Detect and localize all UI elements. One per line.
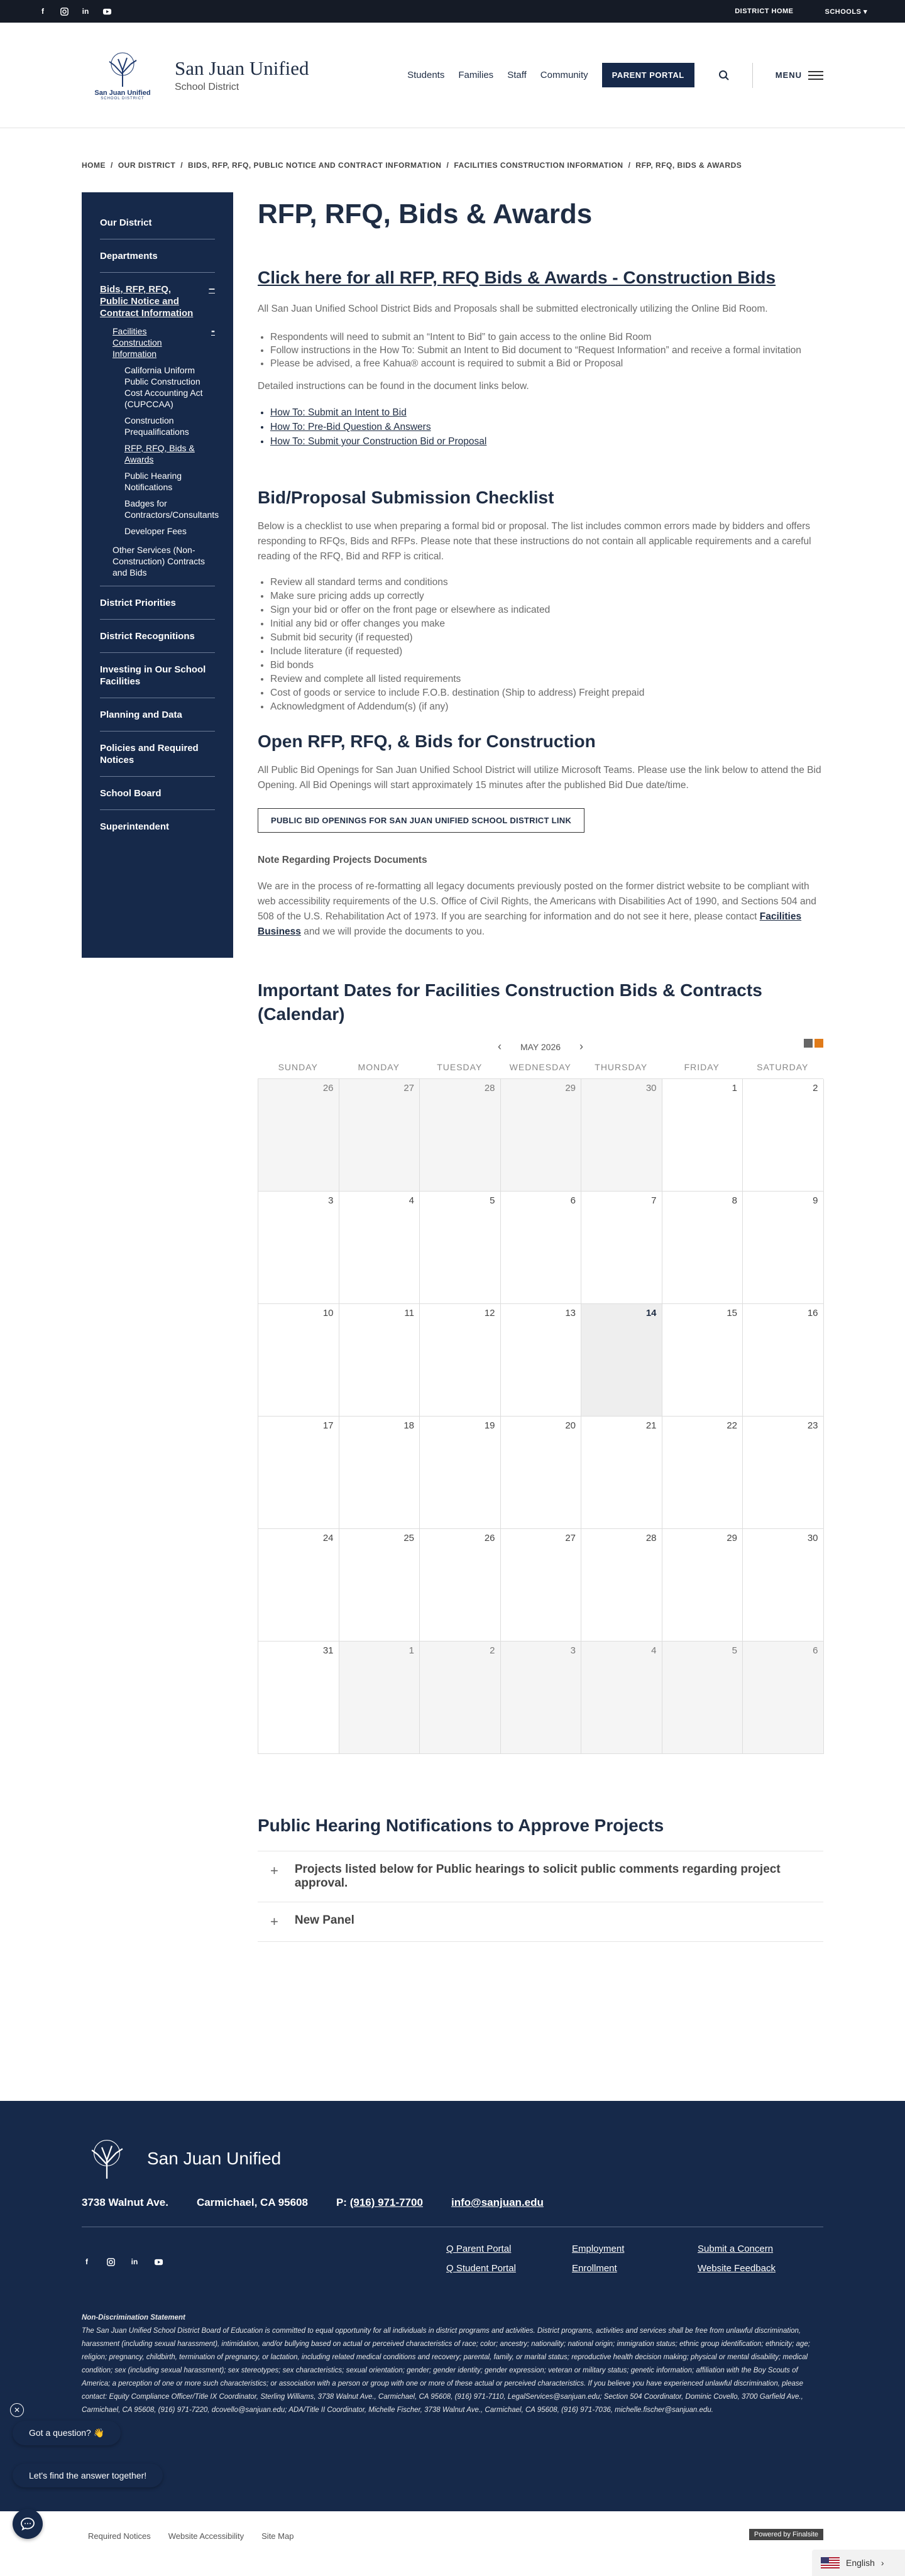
weekday-label: THURSDAY: [595, 1062, 648, 1072]
note-end: and we will provide the documents to you.: [304, 926, 485, 937]
footer-contact: [82, 2196, 823, 2209]
breadcrumb-bids[interactable]: BIDS, RFP, RFQ, PUBLIC NOTICE AND CONTRACT INFORMATION: [188, 161, 442, 170]
calendar-day[interactable]: 31: [258, 1642, 339, 1754]
footer-link-parent-portal[interactable]: Q Parent Portal: [446, 2244, 512, 2254]
site-name: San Juan Unified: [175, 57, 309, 79]
tree-logo-icon: [82, 2137, 132, 2180]
weekday-label: TUESDAY: [437, 1062, 483, 1072]
checklist-intro: Below is a checklist to use when preparing a formal bid or proposal. The list includes common errors made by bidders and offers responding to RFQs, Bids and RFPs. Please note that these instructions do not contain all applicable requirements and a careful reading of the RFQ, Bid and RFP is critical.: [258, 521, 811, 562]
nd-title: Non-Discrimination Statement: [82, 2314, 185, 2321]
footer-social: [82, 2250, 163, 2274]
breadcrumb: HOME / OUR DISTRICT / BIDS, RFP, RFQ, PUBLIC NOTICE AND CONTRACT INFORMATION / FACILITIES CONSTRUCTION INFORMATION / RFP, RFQ, BIDS & AWARDS: [82, 161, 742, 170]
ical-icon[interactable]: [814, 1039, 823, 1048]
sidebar-item-label: Bids, RFP, RFQ, Public Notice and Contract Information: [100, 284, 194, 319]
calendar-day[interactable]: 16: [743, 1304, 824, 1417]
schools-label: SCHOOLS: [825, 8, 862, 16]
intro-text: All San Juan Unified School District Bids and Proposals shall be submitted electronically utilizing the Online Bid Room.: [258, 304, 768, 314]
sidebar-item-other-services[interactable]: Other Services (Non-Construction) Contracts and Bids: [112, 545, 206, 578]
site-footer: [0, 2101, 905, 2511]
parent-portal-button[interactable]: PARENT PORTAL: [602, 63, 694, 87]
footer-city: Carmichael, CA 95608: [196, 2196, 308, 2208]
schools-dropdown[interactable]: [825, 8, 868, 16]
calendar-day[interactable]: 30: [581, 1079, 662, 1192]
prev-month-button[interactable]: ‹: [497, 1040, 502, 1053]
footer-logo[interactable]: [82, 2137, 823, 2180]
weekday-label: SATURDAY: [757, 1062, 809, 1072]
note-title: Note Regarding Projects Documents: [258, 855, 427, 865]
main-nav: [407, 63, 823, 88]
sidebar-item-school-board[interactable]: School Board: [100, 777, 215, 810]
footer-link-student-portal[interactable]: Q Student Portal: [446, 2263, 516, 2274]
plus-icon: +: [270, 1914, 278, 1929]
calendar-day[interactable]: 27: [501, 1529, 582, 1642]
facebook-icon[interactable]: f: [41, 7, 44, 16]
linkedin-icon[interactable]: in: [131, 2257, 138, 2266]
breadcrumb-home[interactable]: HOME: [82, 161, 106, 170]
nd-text: The San Juan Unified School District Board of Education is committed to equal opportunity for all individuals in district programs and activities. District programs, activities and services shall be free from unlawful discrimination, harassment (including sexual harassment), intimidation, and/or bullying based on actual or perceived characteristics of race; color; ancestry; nationality; national origin; immigration status; ethnic group identification; ethnicity; age; religion; pregnancy, childbirth, termination of pregnancy, or lactation, including related medical conditions and recovery; parental, family, or marital status; reproductive health decision making; physical or mental disability; medical condition; sex (including sexual harassment); sex stereotypes; sex characteristics; sexual orientation; gender; gender identity; gender expression; veteran or military status; genetic information; affiliation with the Boy Scouts of America; a perception of one or more such characteristics; or association with a person or group with one or more of these actual or perceived characteristics. If you believe you have experienced unlawful discrimination, please contact: Equity Compliance Officer/Title IX Coordinator, Sterling Williams, 3738 Walnut Ave., Carmichael, CA 95608, (916) 971-7110, LegalServices@sanjuan.edu; Section 504 Coordinator, Dominic Covello, 3700 Garfield Ave., Carmichael, CA 95608, (916) 971-7220, dcovello@sanjuan.edu; ADA/Title II Coordinator, Michelle Fischer, 3738 Walnut Ave., Carmichael, CA 95608, (916) 971-7036, michelle.fischer@sanjuan.edu.: [82, 2327, 810, 2414]
divider: [752, 63, 753, 88]
list-item: • Initial any bid or offer changes you make: [270, 617, 823, 631]
sidebar-item-departments[interactable]: Departments: [100, 239, 215, 273]
facilities-business-link[interactable]: Facilities Business: [258, 911, 802, 937]
collapse-icon[interactable]: –: [208, 282, 215, 295]
next-month-button[interactable]: ›: [579, 1040, 584, 1053]
list-item: • Cost of goods or service to include F.O.B. destination (Ship to address) Freight prepaid: [270, 686, 823, 700]
menu-button[interactable]: [776, 70, 823, 80]
sidebar-item-superintendent[interactable]: Superintendent: [100, 821, 170, 832]
youtube-icon[interactable]: [153, 2257, 163, 2267]
footer-email[interactable]: info@sanjuan.edu: [451, 2196, 544, 2208]
linkedin-icon[interactable]: in: [82, 7, 89, 16]
calendar-day[interactable]: 9: [743, 1192, 824, 1304]
calendar-day[interactable]: 5: [420, 1192, 501, 1304]
language-label: English: [846, 2558, 875, 2568]
list-item: • Make sure pricing adds up correctly: [270, 589, 823, 603]
sidebar-item-recognitions[interactable]: District Recognitions: [100, 620, 215, 653]
calendar-day[interactable]: 26: [420, 1529, 501, 1642]
calendar-day[interactable]: 29: [662, 1529, 743, 1642]
footer-link-enrollment[interactable]: Enrollment: [572, 2263, 617, 2274]
calendar-day[interactable]: 25: [339, 1529, 420, 1642]
sidebar-item-facilities[interactable]: [112, 323, 215, 362]
list-item: • Respondents will need to submit an “Intent to Bid” to gain access to the online Bid Room: [270, 331, 823, 344]
collapse-icon[interactable]: -: [211, 324, 215, 337]
sidebar-item-label: Facilities Construction Information: [112, 326, 162, 359]
calendar-day[interactable]: 5: [662, 1642, 743, 1754]
calendar-weekdays: [258, 1062, 823, 1072]
calendar-day[interactable]: 30: [743, 1529, 824, 1642]
district-home-link[interactable]: DISTRICT HOME: [735, 7, 794, 15]
list-item: • Submit bid security (if requested): [270, 631, 823, 645]
calendar-day[interactable]: 6: [743, 1642, 824, 1754]
powered-by-badge[interactable]: Powered by Finalsite: [749, 2529, 823, 2540]
weekday-label: SUNDAY: [278, 1062, 318, 1072]
bid-openings-button[interactable]: PUBLIC BID OPENINGS FOR SAN JUAN UNIFIED SCHOOL DISTRICT LINK: [258, 808, 584, 833]
facebook-icon[interactable]: f: [85, 2257, 88, 2266]
footer-link-submit-concern[interactable]: Submit a Concern: [698, 2244, 774, 2254]
chevron-down-icon: ▾: [863, 8, 867, 16]
nav-staff[interactable]: Staff: [507, 70, 527, 80]
footer-phone[interactable]: (916) 971-7700: [349, 2196, 423, 2208]
site-logo[interactable]: [88, 50, 309, 101]
checklist-title: Bid/Proposal Submission Checklist: [258, 488, 554, 507]
youtube-icon[interactable]: [102, 6, 112, 16]
breadcrumb-facilities[interactable]: FACILITIES CONSTRUCTION INFORMATION: [454, 161, 623, 170]
sidebar-item-rfp-current[interactable]: RFP, RFQ, Bids & Awards: [124, 443, 195, 464]
sidebar-item-developer-fees[interactable]: Developer Fees: [124, 526, 187, 536]
menu-label: MENU: [775, 70, 802, 80]
open-bids-title: Open RFP, RFQ, & Bids for Construction: [258, 732, 596, 751]
tree-logo-icon: [88, 50, 157, 101]
page-title: RFP, RFQ, Bids & Awards: [258, 199, 593, 229]
note-text: [258, 879, 823, 940]
bottom-bar: [0, 2511, 905, 2576]
calendar-day[interactable]: 1: [339, 1642, 420, 1754]
list-item: • Please be advised, a free Kahua® account is required to submit a Bid or Proposal: [270, 357, 823, 370]
sidebar-item-priorities[interactable]: District Priorities: [100, 586, 215, 620]
calendar-day[interactable]: 2: [743, 1079, 824, 1192]
footer-link-feedback[interactable]: Website Feedback: [698, 2263, 776, 2274]
calendar-title: Important Dates for Facilities Construction Bids & Contracts (Calendar): [258, 980, 762, 1024]
calendar-day[interactable]: 2: [420, 1642, 501, 1754]
sidebar-item-public-hearing[interactable]: Public Hearing Notifications: [124, 471, 182, 492]
footer-link-employment[interactable]: Employment: [572, 2244, 625, 2254]
chevron-right-icon: ›: [880, 2558, 884, 2568]
chat-prompt-question[interactable]: Got a question? 👋: [13, 2421, 121, 2445]
calendar-grid: [258, 1078, 823, 1754]
accessibility-link[interactable]: Website Accessibility: [168, 2531, 244, 2541]
footer-name: San Juan Unified: [147, 2149, 282, 2168]
calendar-day[interactable]: 11: [339, 1304, 420, 1417]
nav-students[interactable]: Students: [407, 70, 445, 80]
list-item: • Review and complete all listed requirements: [270, 672, 823, 686]
calendar-day[interactable]: 24: [258, 1529, 339, 1642]
pre-bid-qa-link[interactable]: How To: Pre-Bid Question & Answers: [270, 422, 431, 432]
breadcrumb-current: RFP, RFQ, BIDS & AWARDS: [635, 161, 742, 170]
breadcrumb-our-district[interactable]: OUR DISTRICT: [118, 161, 176, 170]
language-selector[interactable]: [812, 2550, 905, 2576]
list-item: • Sign your bid or offer on the front page or elsewhere as indicated: [270, 603, 823, 617]
search-icon[interactable]: [718, 70, 730, 81]
sidebar-item-our-district[interactable]: Our District: [100, 206, 215, 239]
chat-bubble-icon: [20, 2516, 35, 2531]
calendar-day[interactable]: 19: [420, 1417, 501, 1529]
calendar-day[interactable]: 6: [501, 1192, 582, 1304]
accordion-panel[interactable]: [258, 1851, 823, 1902]
required-notices-link[interactable]: Required Notices: [88, 2531, 151, 2541]
logo-text: San Juan Unified: [94, 89, 151, 97]
calendar-day[interactable]: 3: [501, 1642, 582, 1754]
sidebar-item-planning[interactable]: Planning and Data: [100, 698, 215, 732]
construction-bids-link[interactable]: Click here for all RFP, RFQ Bids & Awards - Construction Bids: [258, 268, 776, 287]
chat-prompt-answer[interactable]: Let's find the answer together!: [13, 2464, 163, 2487]
non-discrimination-statement: [82, 2311, 823, 2417]
calendar-day[interactable]: 13: [501, 1304, 582, 1417]
nav-families[interactable]: Families: [458, 70, 494, 80]
calendar-day[interactable]: 10: [258, 1304, 339, 1417]
note-body: We are in the process of re-formatting all legacy documents previously posted on the former district website to be compliant with web accessibility requirements of the U.S. Office of Civil Rights, the Americans with Disabilities Act of 1990, and Sections 504 and 508 of the U.S. Rehabilitation Act of 1973. If you are searching for information and do not see it here, please contact: [258, 881, 816, 922]
main-content: [258, 192, 823, 1942]
calendar-day[interactable]: 28: [581, 1529, 662, 1642]
calendar-day[interactable]: 18: [339, 1417, 420, 1529]
close-icon[interactable]: ✕: [10, 2403, 24, 2417]
calendar-day[interactable]: 15: [662, 1304, 743, 1417]
calendar-day[interactable]: 20: [501, 1417, 582, 1529]
sidebar-item-investing[interactable]: Investing in Our School Facilities: [100, 653, 215, 698]
calendar-day[interactable]: 4: [339, 1192, 420, 1304]
calendar-day[interactable]: 3: [258, 1192, 339, 1304]
top-bar: [0, 0, 905, 23]
submit-bid-link[interactable]: How To: Submit your Construction Bid or Proposal: [270, 436, 487, 447]
footer-links: [446, 2244, 823, 2274]
calendar-day[interactable]: 27: [339, 1079, 420, 1192]
detailed-text: Detailed instructions can be found in the document links below.: [258, 381, 529, 392]
how-to-links: [258, 405, 823, 449]
calendar-day[interactable]: 23: [743, 1417, 824, 1529]
site-map-link[interactable]: Site Map: [261, 2531, 294, 2541]
footer-address: 3738 Walnut Ave.: [82, 2196, 168, 2208]
intent-to-bid-link[interactable]: How To: Submit an Intent to Bid: [270, 407, 407, 418]
list-item: • Include literature (if requested): [270, 645, 823, 659]
sidebar-item-policies[interactable]: Policies and Required Notices: [100, 732, 215, 777]
list-item: • Review all standard terms and conditions: [270, 576, 823, 589]
panel-title: Projects listed below for Public hearings to solicit public comments regarding project approval.: [294, 1863, 781, 1890]
weekday-label: FRIDAY: [684, 1062, 720, 1072]
calendar-day[interactable]: 7: [581, 1192, 662, 1304]
us-flag-icon: [821, 2557, 840, 2568]
list-item: • Bid bonds: [270, 659, 823, 672]
calendar-day[interactable]: 28: [420, 1079, 501, 1192]
sidebar-nav: [82, 192, 233, 958]
list-item: • Follow instructions in the How To: Submit an Intent to Bid document to “Request Information” and receive a formal invitation: [270, 344, 823, 357]
site-header: [0, 23, 905, 128]
calendar-day[interactable]: 14: [581, 1304, 662, 1417]
panel-title: New Panel: [294, 1914, 354, 1927]
accordion-panel[interactable]: [258, 1902, 823, 1942]
weekday-label: MONDAY: [358, 1062, 400, 1072]
accordion: [258, 1851, 823, 1942]
instagram-icon[interactable]: [106, 2257, 116, 2267]
site-subtitle: School District: [175, 82, 239, 92]
sidebar-item-cupccaa[interactable]: California Uniform Public Construction Cost Accounting Act (CUPCCAA): [124, 365, 203, 409]
calendar-day[interactable]: 8: [662, 1192, 743, 1304]
hamburger-icon: [808, 71, 823, 80]
calendar-day[interactable]: 1: [662, 1079, 743, 1192]
hearings-title: Public Hearing Notifications to Approve Projects: [258, 1816, 664, 1835]
phone-label: P:: [336, 2196, 347, 2208]
open-bids-text: All Public Bid Openings for San Juan Unified School District will utilize Microsoft Teams. Please use the link below to attend the Bid Opening. All Bid Openings will start approximately 15 minutes after the published Bid Due date/time.: [258, 765, 821, 791]
chat-launcher-button[interactable]: [13, 2509, 43, 2539]
calendar-month: MAY 2026: [520, 1041, 561, 1052]
plus-icon: +: [270, 1863, 278, 1878]
calendar-day[interactable]: 4: [581, 1642, 662, 1754]
sidebar-item-bids[interactable]: [100, 273, 215, 323]
instagram-icon[interactable]: [59, 6, 69, 16]
rss-icon[interactable]: [804, 1039, 813, 1048]
calendar-header: [258, 1040, 823, 1053]
calendar-day[interactable]: 21: [581, 1417, 662, 1529]
sidebar-item-prequalifications[interactable]: Construction Prequalifications: [124, 415, 189, 437]
nav-community[interactable]: Community: [540, 70, 588, 80]
weekday-label: WEDNESDAY: [509, 1062, 571, 1072]
sidebar-item-badges[interactable]: Badges for Contractors/Consultants: [124, 498, 219, 520]
calendar-day[interactable]: 12: [420, 1304, 501, 1417]
list-item: • Acknowledgment of Addendum(s) (if any): [270, 700, 823, 714]
logo-subtext: SCHOOL DISTRICT: [101, 96, 145, 101]
calendar-day[interactable]: 29: [501, 1079, 582, 1192]
checklist: [258, 576, 823, 714]
social-links: [38, 6, 112, 16]
calendar-day[interactable]: 22: [662, 1417, 743, 1529]
calendar-day[interactable]: 17: [258, 1417, 339, 1529]
intro-list: [258, 331, 823, 370]
calendar-day[interactable]: 26: [258, 1079, 339, 1192]
